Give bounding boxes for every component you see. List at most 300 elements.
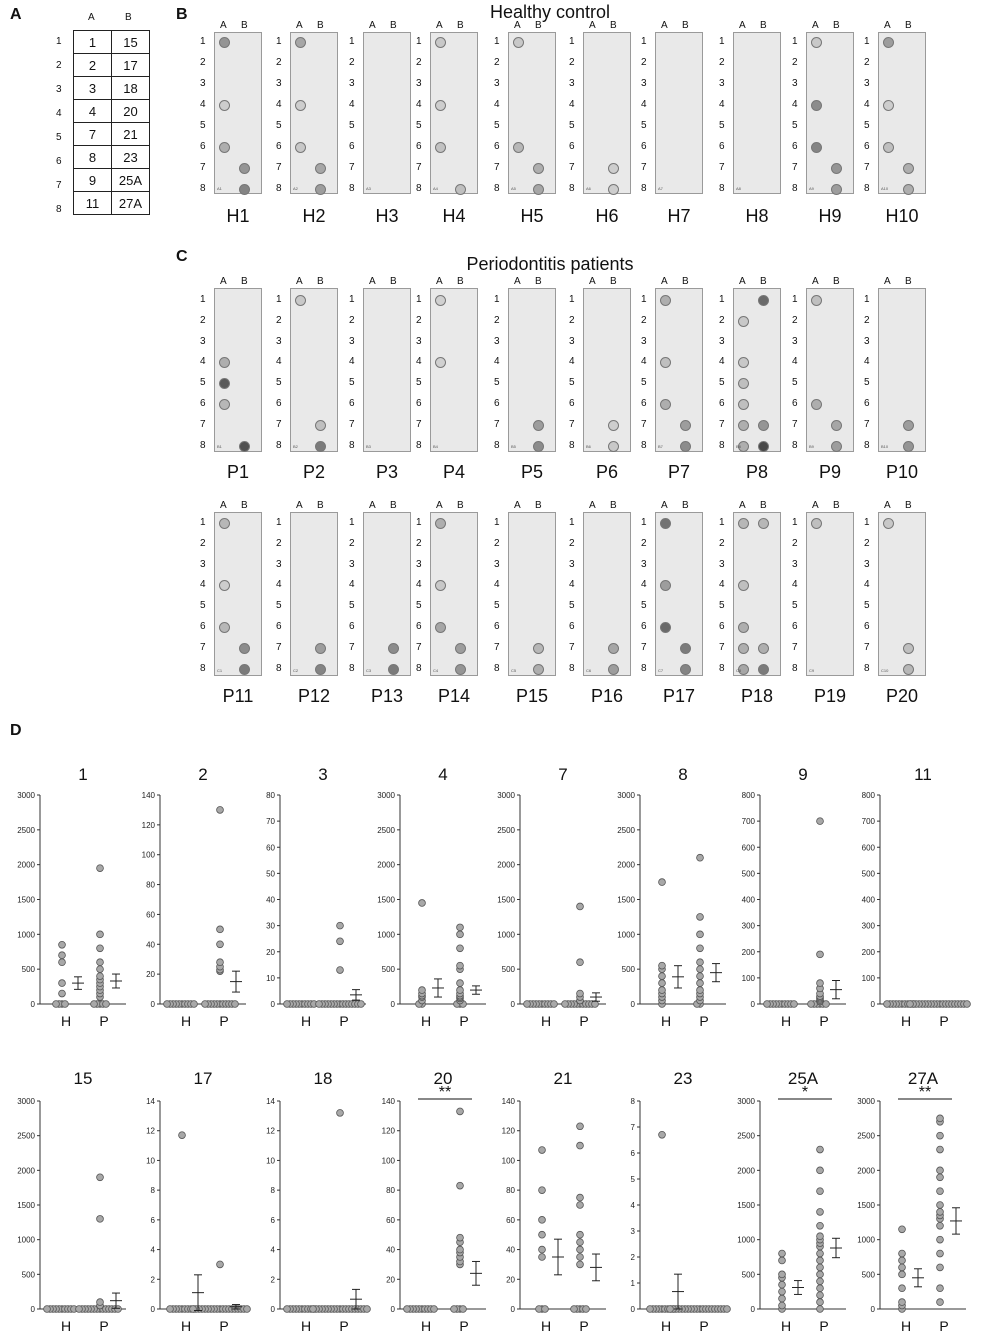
strip-tag: A5 (511, 186, 516, 191)
strip-col-header: B (457, 20, 464, 31)
data-point (190, 1306, 197, 1313)
key-row (74, 100, 150, 123)
strip-row-number: 3 (792, 78, 798, 89)
data-point (62, 1001, 69, 1008)
y-tick-label: 1500 (857, 1201, 875, 1210)
blot-dot (738, 316, 749, 327)
strip-row-number: 4 (494, 99, 500, 110)
chart-title: 23 (673, 1069, 693, 1088)
x-category-label: P (939, 1318, 949, 1334)
blot-dot (831, 163, 842, 174)
y-tick-label: 2000 (17, 1166, 35, 1176)
data-point (697, 945, 704, 952)
strip-tag: A8 (736, 186, 741, 191)
strip-col-header: B (682, 20, 689, 31)
healthy-strip-label: H9 (818, 206, 842, 226)
y-tick-label: 0 (30, 1305, 35, 1314)
strip-row-number: 2 (641, 314, 647, 326)
strip-row-number: 6 (864, 398, 870, 409)
strip-row-number: 8 (719, 439, 725, 451)
strip-row-number: 1 (200, 517, 206, 528)
y-tick-label: 100 (861, 973, 875, 983)
data-point (964, 1001, 971, 1008)
chart-title: 15 (73, 1069, 93, 1088)
y-tick-label: 500 (741, 869, 755, 879)
strip-tag: B6 (586, 444, 591, 449)
blot-dot (315, 163, 326, 174)
strip-row-number: 3 (864, 558, 870, 570)
strip-row-number: 6 (719, 398, 725, 409)
strip-row-number: 5 (864, 377, 870, 389)
strip-row-number: 3 (792, 335, 798, 347)
x-category-label: H (300, 1318, 312, 1334)
data-point (103, 1001, 110, 1008)
y-tick-label: 0 (870, 1000, 875, 1009)
strip-tag: B10 (881, 444, 889, 449)
strip-row-number: 6 (494, 398, 500, 409)
data-point (217, 807, 224, 814)
strip-row-number: 1 (494, 294, 500, 305)
y-tick-label: 60 (266, 843, 275, 853)
blot-dot (903, 184, 914, 195)
data-point (562, 1001, 569, 1008)
healthy-strip-label: H7 (667, 206, 691, 226)
data-point (337, 938, 344, 945)
data-point (551, 1001, 558, 1008)
strip-row-number: 2 (200, 57, 206, 68)
blot-strip (655, 32, 703, 194)
blot-dot (435, 37, 446, 48)
blot-strip (733, 32, 781, 194)
chart-title: 9 (798, 765, 808, 784)
y-tick-label: 1000 (377, 930, 395, 940)
y-tick-label: 100 (141, 850, 155, 860)
key-cell-b: 20 (112, 100, 150, 123)
scatter-chart (368, 752, 496, 1036)
y-tick-label: 20 (266, 947, 275, 957)
y-tick-label: 100 (501, 1156, 515, 1166)
strip-col-header: B (457, 276, 464, 287)
y-tick-label: 14 (146, 1097, 155, 1106)
blot-dot (738, 420, 749, 431)
strip-row-number: 5 (416, 600, 422, 612)
y-tick-label: 14 (266, 1097, 275, 1106)
data-point (697, 973, 704, 980)
strip-col-header: A (296, 500, 303, 511)
y-tick-label: 6 (630, 1149, 635, 1158)
strip-col-header: A (661, 276, 668, 287)
data-point (937, 1209, 944, 1216)
x-category-label: H (900, 1013, 912, 1029)
strip-tag: A1 (217, 186, 222, 191)
strip-row-number: 1 (494, 517, 500, 528)
strip-col-header: B (241, 500, 248, 511)
strip-col-header: B (760, 20, 767, 31)
strip-row-number: 8 (864, 439, 870, 451)
strip-row-number: 3 (569, 558, 575, 570)
blot-strip (583, 288, 631, 452)
data-point (817, 1271, 824, 1278)
strip-row-number: 7 (276, 418, 282, 430)
strip-col-header: A (661, 20, 668, 31)
strip-col-header: B (682, 276, 689, 287)
strip-row-number: 2 (200, 314, 206, 326)
blot-strip (508, 512, 556, 676)
blot-dot (315, 184, 326, 195)
strip-col-header: B (760, 276, 767, 287)
data-point (817, 1222, 824, 1229)
y-tick-label: 120 (141, 820, 155, 830)
strip-row-number: 5 (641, 600, 647, 612)
strip-row-number: 7 (349, 641, 355, 653)
data-point (697, 914, 704, 921)
strip-row-number: 3 (641, 558, 647, 570)
x-category-label: H (420, 1318, 432, 1334)
strip-row-number: 8 (641, 662, 647, 674)
x-category-label: P (339, 1013, 349, 1029)
strip-row-number: 1 (719, 517, 725, 528)
blot-dot (680, 441, 691, 452)
blot-dot (660, 518, 671, 529)
strip-col-header: A (220, 500, 227, 511)
y-tick-label: 40 (266, 895, 275, 905)
strip-row-number: 4 (719, 356, 725, 368)
strip-row-number: 5 (494, 120, 500, 131)
strip-row-number: 4 (494, 356, 500, 368)
x-category-label: H (60, 1013, 72, 1029)
strip-row-number: 7 (719, 162, 725, 173)
data-point (457, 931, 464, 938)
blot-dot (219, 622, 230, 633)
strip-row-number: 8 (569, 662, 575, 674)
data-point (659, 879, 666, 886)
strip-col-header: B (535, 500, 542, 511)
x-category-label: P (219, 1013, 229, 1029)
data-point (817, 1167, 824, 1174)
strip-row-number: 5 (792, 600, 798, 612)
x-category-label: P (459, 1318, 469, 1334)
strip-row-number: 6 (569, 621, 575, 632)
strip-row-number: 2 (719, 537, 725, 549)
strip-col-header: A (296, 20, 303, 31)
y-tick-label: 2500 (617, 825, 635, 835)
y-tick-label: 40 (386, 1245, 395, 1255)
chart-title: 20 (433, 1069, 453, 1088)
data-point (937, 1222, 944, 1229)
blot-dot (660, 399, 671, 410)
y-tick-label: 500 (861, 1270, 875, 1280)
data-point (577, 1231, 584, 1238)
blot-dot (513, 37, 524, 48)
y-tick-label: 2500 (737, 1131, 755, 1141)
data-point (697, 966, 704, 973)
y-tick-label: 2500 (857, 1131, 875, 1141)
strip-row-number: 5 (200, 377, 206, 389)
x-category-label: P (579, 1318, 589, 1334)
strip-row-number: 2 (416, 537, 422, 549)
data-point (577, 1123, 584, 1130)
chart-title: 17 (193, 1069, 213, 1088)
key-cell-b: 27A (112, 192, 150, 215)
blot-strip (878, 512, 926, 676)
strip-row-number: 7 (864, 418, 870, 430)
key-row-number: 3 (56, 84, 62, 95)
strip-row-number: 6 (276, 141, 282, 152)
strip-row-number: 7 (494, 162, 500, 173)
strip-col-header: B (317, 500, 324, 511)
strip-row-number: 6 (416, 621, 422, 632)
blot-strip (806, 32, 854, 194)
strip-row-number: 7 (494, 641, 500, 653)
strip-col-header: A (369, 500, 376, 511)
strip-row-number: 8 (349, 662, 355, 674)
strip-row-number: 2 (864, 57, 870, 68)
strip-row-number: 5 (641, 120, 647, 131)
x-category-label: H (900, 1318, 912, 1334)
chart-title: 25A (787, 1069, 819, 1088)
blot-dot (660, 622, 671, 633)
significance-label: ** (438, 1084, 452, 1101)
strip-col-header: B (390, 20, 397, 31)
data-point (697, 987, 704, 994)
data-point (659, 987, 666, 994)
key-cell-a: 7 (74, 123, 112, 146)
y-tick-label: 1000 (17, 930, 35, 940)
strip-row-number: 2 (792, 57, 798, 68)
data-point (97, 966, 104, 973)
strip-tag: C10 (881, 668, 889, 673)
blot-strip (508, 288, 556, 452)
data-point (59, 990, 66, 997)
scatter-chart (128, 752, 256, 1036)
key-row-number: 8 (56, 204, 62, 215)
y-tick-label: 120 (501, 1126, 515, 1136)
key-cell-b: 18 (112, 77, 150, 100)
strip-col-header: B (317, 276, 324, 287)
strip-row-number: 3 (349, 558, 355, 570)
strip-row-number: 4 (200, 579, 206, 591)
data-point (577, 1202, 584, 1209)
y-tick-label: 400 (741, 895, 755, 905)
patient-strip-label: P2 (302, 462, 326, 482)
chart-title: 7 (558, 765, 568, 784)
strip-col-header: B (833, 20, 840, 31)
scatter-chart (248, 1056, 376, 1340)
chart-title: 18 (313, 1069, 333, 1088)
blot-dot (315, 643, 326, 654)
data-point (779, 1288, 786, 1295)
data-point (419, 900, 426, 907)
key-row (74, 31, 150, 54)
data-point (577, 1142, 584, 1149)
strip-row-number: 7 (349, 418, 355, 430)
blot-dot (315, 420, 326, 431)
strip-row-number: 1 (641, 294, 647, 305)
key-row-number: 6 (56, 156, 62, 167)
strip-row-number: 2 (276, 537, 282, 549)
strip-row-number: 2 (641, 537, 647, 549)
strip-row-number: 6 (494, 621, 500, 632)
key-table (73, 30, 150, 215)
blot-dot (219, 399, 230, 410)
strip-row-number: 4 (641, 356, 647, 368)
blot-dot (883, 518, 894, 529)
strip-row-number: 6 (569, 398, 575, 409)
blot-dot (435, 100, 446, 111)
strip-row-number: 3 (494, 335, 500, 347)
data-point (97, 1299, 104, 1306)
strip-tag: C7 (658, 668, 664, 673)
strip-row-number: 7 (416, 641, 422, 653)
strip-row-number: 4 (276, 356, 282, 368)
data-point (419, 987, 426, 994)
strip-col-header: B (535, 276, 542, 287)
strip-row-number: 4 (864, 99, 870, 110)
strip-tag: B4 (433, 444, 438, 449)
data-point (577, 990, 584, 997)
data-point (337, 1109, 344, 1116)
y-tick-label: 3000 (857, 1097, 875, 1106)
x-category-label: H (300, 1013, 312, 1029)
data-point (542, 1306, 549, 1313)
patient-strip-label: P14 (437, 686, 471, 706)
strip-row-number: 5 (719, 120, 725, 131)
strip-row-number: 8 (276, 183, 282, 194)
strip-col-header: B (390, 276, 397, 287)
data-point (659, 1131, 666, 1138)
strip-row-number: 5 (719, 600, 725, 612)
blot-dot (811, 100, 822, 111)
strip-col-header: A (436, 20, 443, 31)
strip-tag: C3 (366, 668, 372, 673)
y-tick-label: 8 (270, 1186, 275, 1196)
blot-dot (903, 420, 914, 431)
y-tick-label: 80 (266, 791, 275, 800)
strip-col-header: B (535, 20, 542, 31)
y-tick-label: 200 (741, 947, 755, 957)
significance-label: ** (918, 1084, 932, 1101)
patient-strip-label: P12 (297, 686, 331, 706)
data-point (779, 1302, 786, 1309)
patient-strip-label: P16 (590, 686, 624, 706)
strip-row-number: 7 (864, 641, 870, 653)
strip-row-number: 2 (349, 314, 355, 326)
patient-strip-label: P7 (667, 462, 691, 482)
key-row-number: 4 (56, 108, 62, 119)
strip-col-header: B (610, 500, 617, 511)
strip-row-number: 1 (416, 36, 422, 47)
data-point (217, 926, 224, 933)
data-point (779, 1257, 786, 1264)
data-point (164, 1001, 171, 1008)
strip-row-number: 5 (569, 120, 575, 131)
key-row (74, 192, 150, 215)
strip-row-number: 3 (641, 78, 647, 89)
blot-strip (214, 512, 262, 676)
blot-dot (239, 664, 250, 675)
strip-row-number: 8 (641, 183, 647, 194)
strip-col-header: A (220, 20, 227, 31)
strip-row-number: 2 (569, 314, 575, 326)
blot-dot (533, 184, 544, 195)
data-point (457, 980, 464, 987)
data-point (817, 1285, 824, 1292)
strip-row-number: 5 (349, 600, 355, 612)
y-tick-label: 0 (270, 1305, 275, 1314)
y-tick-label: 100 (381, 1156, 395, 1166)
strip-row-number: 3 (200, 335, 206, 347)
strip-col-header: A (739, 500, 746, 511)
strip-row-number: 4 (792, 99, 798, 110)
scatter-chart (848, 1056, 976, 1340)
data-point (764, 1001, 771, 1008)
blot-dot (608, 184, 619, 195)
key-row (74, 169, 150, 192)
patient-strip-label: P15 (515, 686, 549, 706)
blot-dot (219, 142, 230, 153)
strip-row-number: 4 (416, 99, 422, 110)
data-point (899, 1299, 906, 1306)
scatter-chart (728, 1056, 856, 1340)
blot-dot (758, 664, 769, 675)
blot-dot (295, 142, 306, 153)
blot-dot (219, 100, 230, 111)
strip-row-number: 3 (719, 78, 725, 89)
key-cell-a: 8 (74, 146, 112, 169)
data-point (937, 1167, 944, 1174)
blot-strip (508, 32, 556, 194)
y-tick-label: 600 (741, 843, 755, 853)
strip-tag: A7 (658, 186, 663, 191)
data-point (937, 1202, 944, 1209)
strip-row-number: 1 (416, 294, 422, 305)
strip-row-number: 1 (416, 517, 422, 528)
y-tick-label: 1500 (17, 895, 35, 905)
blot-dot (315, 441, 326, 452)
strip-row-number: 6 (200, 141, 206, 152)
strip-row-number: 5 (719, 377, 725, 389)
data-point (571, 1306, 578, 1313)
data-point (577, 1261, 584, 1268)
strip-row-number: 3 (416, 335, 422, 347)
strip-row-number: 3 (719, 335, 725, 347)
key-row-number: 2 (56, 60, 62, 71)
chart-title: 8 (678, 765, 688, 784)
strip-row-number: 1 (200, 36, 206, 47)
data-point (817, 1264, 824, 1271)
strip-row-number: 4 (864, 579, 870, 591)
scatter-chart (728, 752, 856, 1036)
y-tick-label: 1500 (17, 1201, 35, 1210)
strip-col-header: A (884, 276, 891, 287)
key-row-number: 1 (56, 36, 62, 47)
key-cell-b: 25A (112, 169, 150, 192)
strip-row-number: 4 (349, 99, 355, 110)
y-tick-label: 8 (630, 1097, 635, 1106)
y-tick-label: 6 (270, 1215, 275, 1225)
healthy-strip-label: H4 (442, 206, 466, 226)
x-category-label: P (99, 1318, 109, 1334)
blot-dot (295, 100, 306, 111)
strip-col-header: A (220, 276, 227, 287)
data-point (457, 1182, 464, 1189)
chart-title: 11 (914, 765, 932, 784)
strip-row-number: 5 (792, 120, 798, 131)
strip-row-number: 7 (719, 641, 725, 653)
data-point (97, 1215, 104, 1222)
data-point (457, 1234, 464, 1241)
strip-row-number: 4 (569, 356, 575, 368)
